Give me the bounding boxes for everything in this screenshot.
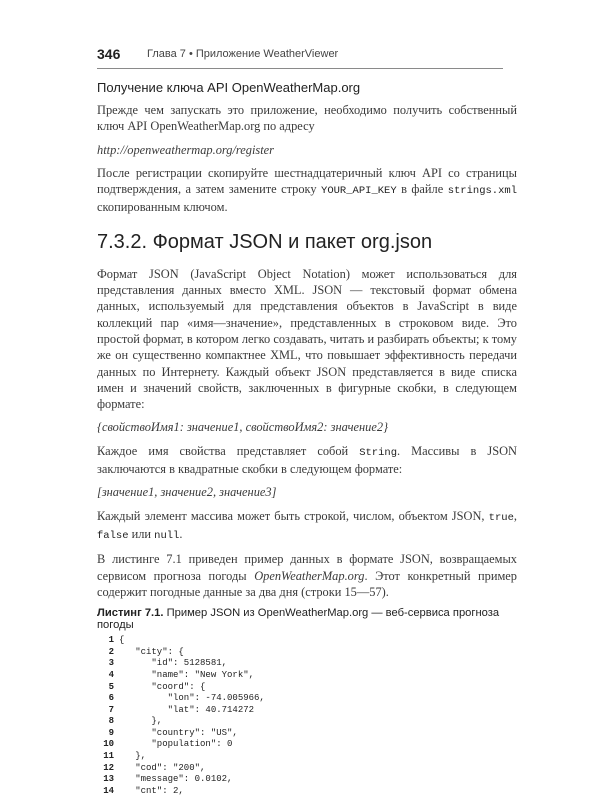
listing-caption — [97, 607, 517, 631]
service-name: OpenWeatherMap.org — [254, 568, 365, 583]
code-line — [97, 774, 517, 786]
string-type-code: String — [359, 446, 397, 459]
null-code: null — [154, 529, 180, 542]
line-number: 11 — [103, 751, 114, 762]
line-number: 6 — [108, 693, 114, 704]
api-key-heading: Получение ключа API OpenWeatherMap.org — [97, 80, 361, 95]
object-format-example: {свойствоИмя1: значение1, свойствоИмя2: значение2} — [97, 420, 389, 435]
code-text: "cod": "200", — [119, 762, 206, 773]
code-text: "name": "New York", — [119, 669, 255, 680]
api-key-placeholder-code: YOUR_API_KEY — [321, 185, 397, 198]
array-format-example: [значение1, значение2, значение3] — [97, 485, 277, 500]
code-line — [97, 658, 517, 670]
line-number: 14 — [103, 785, 114, 796]
code-line — [97, 728, 517, 740]
code-line — [97, 647, 517, 659]
code-text: "cnt": 2, — [119, 785, 184, 796]
code-text: "id": 5128581, — [119, 658, 228, 669]
register-url: http://openweathermap.org/register — [97, 142, 275, 157]
code-line — [97, 751, 517, 763]
line-number: 3 — [108, 658, 114, 669]
running-title: Глава 7 • Приложение WeatherViewer — [147, 48, 339, 60]
line-number: 12 — [103, 762, 114, 773]
property-name-paragraph: Каждое имя свойства представляет собой String. Массивы в JSON заключаются в квадратные скобки в следующем формате: — [97, 443, 517, 477]
api-key-instructions: После регистрации скопируйте шестнадцатеричный ключ API со страницы подтверждения, а затем замените строку YOUR_API_KEY в файле strings.xml скопированным ключом. — [97, 165, 517, 215]
api-key-paragraph: Прежде чем запускать это приложение, необходимо получить собственный ключ API OpenWeatherMap.org по адресу — [97, 103, 517, 134]
code-line — [97, 693, 517, 705]
code-line — [97, 682, 517, 694]
true-code: true — [488, 511, 514, 524]
array-element-paragraph: Каждый элемент массива может быть строкой, числом, объектом JSON, true, false или null. — [97, 508, 517, 542]
code-listing — [97, 635, 517, 797]
line-number: 7 — [108, 704, 114, 715]
code-text: "population": 0 — [119, 739, 233, 750]
listing-label: Листинг 7.1. — [97, 607, 164, 620]
code-text: "lon": -74.005966, — [119, 693, 265, 704]
line-number: 8 — [108, 716, 114, 727]
code-line — [97, 763, 517, 775]
line-number: 5 — [108, 681, 114, 692]
code-text: { — [119, 635, 125, 646]
code-text: }, — [119, 716, 163, 727]
page-header — [97, 46, 503, 69]
code-text: "lat": 40.714272 — [119, 704, 255, 715]
line-number: 13 — [103, 774, 114, 785]
code-text: "city": { — [119, 646, 184, 657]
code-line — [97, 705, 517, 717]
line-number: 4 — [108, 669, 114, 680]
page-content — [97, 80, 517, 797]
false-code: false — [97, 529, 129, 542]
page-number: 346 — [97, 46, 121, 62]
listing-title: Пример JSON из OpenWeatherMap.org — веб-сервиса прогноза погоды — [97, 607, 500, 632]
json-intro-paragraph: Формат JSON (JavaScript Object Notation) может использоваться для представления данных вместо XML. JSON — текстовый формат обмена данных, используемый для представления объектов в JavaScript в виде коллекций пар «имя—значение», представленных в строковом виде. Это простой формат, в котором легко создавать, читать и разбирать объекты; к тому же он существенно компактнее XML, что повышает эффективность передачи данных по Интернету. Каждый объект JSON представляется в виде списка имен и значений свойств, заключенных в фигурные скобки, в следующем формате: — [97, 266, 517, 412]
json-section-heading: 7.3.2. Формат JSON и пакет org.json — [97, 230, 433, 253]
strings-xml-code: strings.xml — [447, 185, 517, 198]
line-number: 9 — [108, 727, 114, 738]
code-line — [97, 786, 517, 797]
line-number: 2 — [108, 646, 114, 657]
code-line — [97, 635, 517, 647]
code-text: "country": "US", — [119, 727, 238, 738]
code-line — [97, 670, 517, 682]
code-line — [97, 716, 517, 728]
code-text: "message": 0.0102, — [119, 774, 233, 785]
code-text: }, — [119, 751, 147, 762]
line-number: 10 — [103, 739, 114, 750]
listing-intro-paragraph: В листинге 7.1 приведен пример данных в формате JSON, возвращаемых сервисом прогноза погоды OpenWeatherMap.org. Этот конкретный пример содержит погодные данные за два дня (строки 15—57). — [97, 552, 517, 599]
code-text: "coord": { — [119, 681, 206, 692]
line-number: 1 — [108, 635, 114, 646]
code-line — [97, 739, 517, 751]
